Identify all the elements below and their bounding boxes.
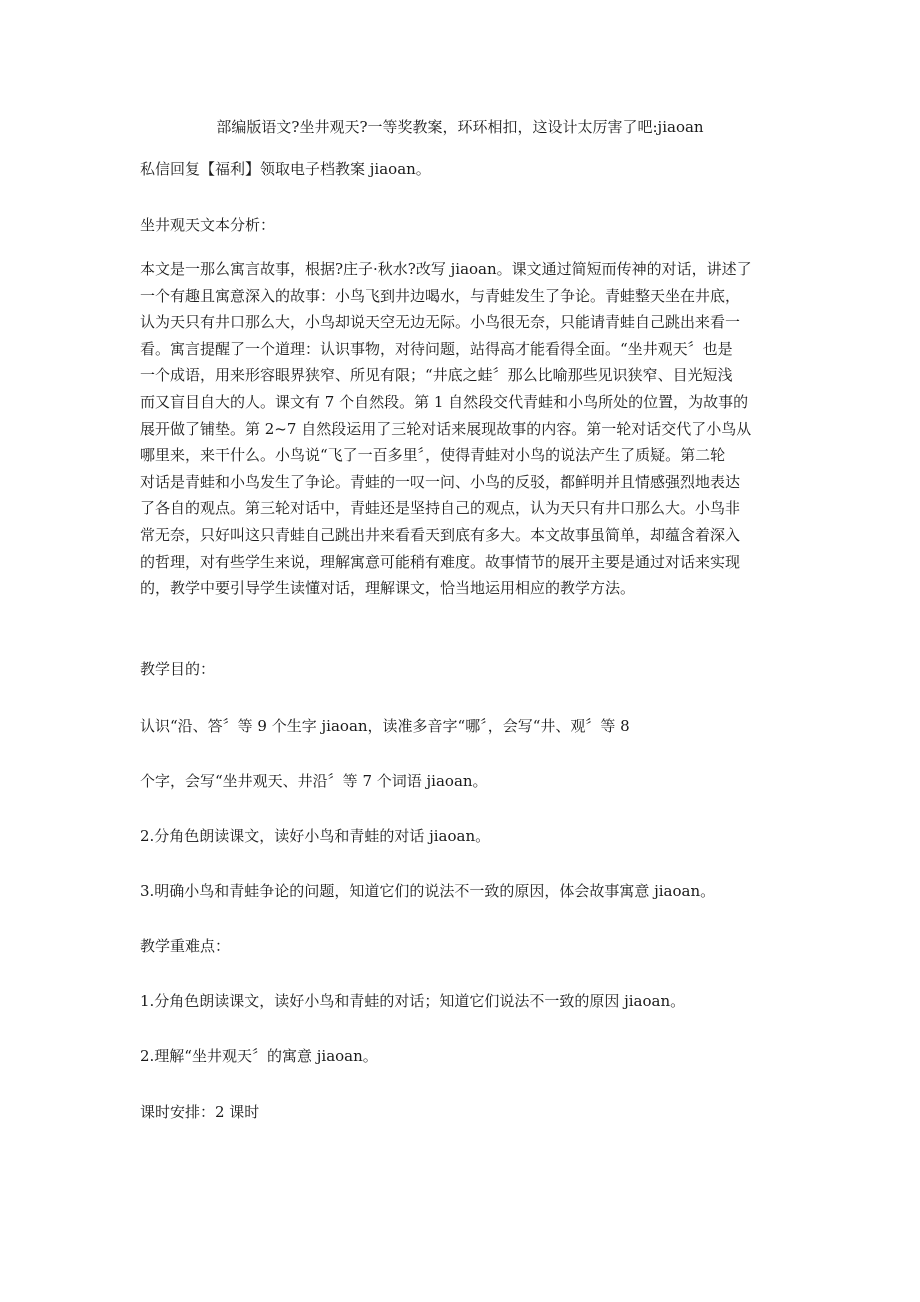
analysis-line: 看。寓言提醒了一个道理：认识事物，对待问题，站得高才能看得全面。“坐井观天〞也是: [140, 339, 733, 358]
analysis-line: 的，教学中要引导学生读懂对话，理解课文，恰当地运用相应的教学方法。: [140, 579, 636, 598]
keypoint-2: 2.理解“坐井观天〞的寓意 jiaoan。: [140, 1047, 378, 1065]
analysis-paragraph: [140, 256, 800, 602]
intro-paragraph: 私信回复【福利】领取电子档教案 jiaoan。: [140, 160, 431, 178]
analysis-line: 的哲理，对有些学生来说，理解寓意可能稍有难度。故事情节的展开主要是通过对话来实现: [140, 552, 741, 571]
analysis-line: 本文是一那么寓言故事，根据?庄子·秋水?改写 jiaoan。课文通过简短而传神的对话，讲述了: [140, 260, 752, 278]
keypoint-1: 1.分角色朗读课文，读好小鸟和青蛙的对话；知道它们说法不一致的原因 jiaoan。: [140, 992, 686, 1010]
goal-1-line-b: 个字，会写“坐井观天、井沿〞等 7 个词语 jiaoan。: [140, 772, 488, 790]
analysis-heading: 坐井观天文本分析：: [140, 216, 276, 234]
schedule-line: 课时安排：2 课时: [140, 1103, 260, 1121]
analysis-line: 认为天只有井口那么大，小鸟却说天空无边无际。小鸟很无奈，只能请青蛙自己跳出来看一: [140, 313, 741, 332]
goal-2: 2.分角色朗读课文，读好小鸟和青蛙的对话 jiaoan。: [140, 827, 491, 845]
analysis-line: 对话是青蛙和小鸟发生了争论。青蛙的一叹一问、小鸟的反驳，都鲜明并且情感强烈地表达: [140, 472, 741, 491]
document-title: 部编版语文?坐井观天?一等奖教案，环环相扣，这设计太厉害了吧:jiaoan: [216, 118, 704, 136]
analysis-line: 常无奈，只好叫这只青蛙自己跳出井来看看天到底有多大。本文故事虽简单，却蕴含着深入: [140, 525, 741, 544]
analysis-line: 一个有趣且寓意深入的故事：小鸟飞到井边喝水，与青蛙发生了争论。青蛙整天坐在井底，: [140, 286, 741, 305]
analysis-line: 一个成语，用来形容眼界狭窄、所见有限；“井底之蛙〞那么比喻那些见识狭窄、目光短浅: [140, 366, 733, 385]
goal-1-line-a: 认识“沿、答〞等 9 个生字 jiaoan，读准多音字“哪〞，会写“井、观〞等 8: [140, 717, 630, 735]
goals-heading: 教学目的：: [140, 660, 216, 678]
analysis-line: 而又盲目自大的人。课文有 7 个自然段。第 1 自然段交代青蛙和小鸟所处的位置，为故事的: [140, 392, 749, 411]
keypoints-heading: 教学重难点：: [140, 937, 231, 955]
analysis-line: 展开做了铺垫。第 2~7 自然段运用了三轮对话来展现故事的内容。第一轮对话交代了小鸟从: [140, 419, 752, 438]
goal-3: 3.明确小鸟和青蛙争论的问题，知道它们的说法不一致的原因，体会故事寓意 jiaoan。: [140, 882, 716, 900]
analysis-line: 了各自的观点。第三轮对话中，青蛙还是坚持自己的观点，认为天只有井口那么大。小鸟非: [140, 499, 741, 518]
analysis-line: 哪里来，来干什么。小鸟说“飞了一百多里〞，使得青蛙对小鸟的说法产生了质疑。第二轮: [140, 446, 726, 465]
